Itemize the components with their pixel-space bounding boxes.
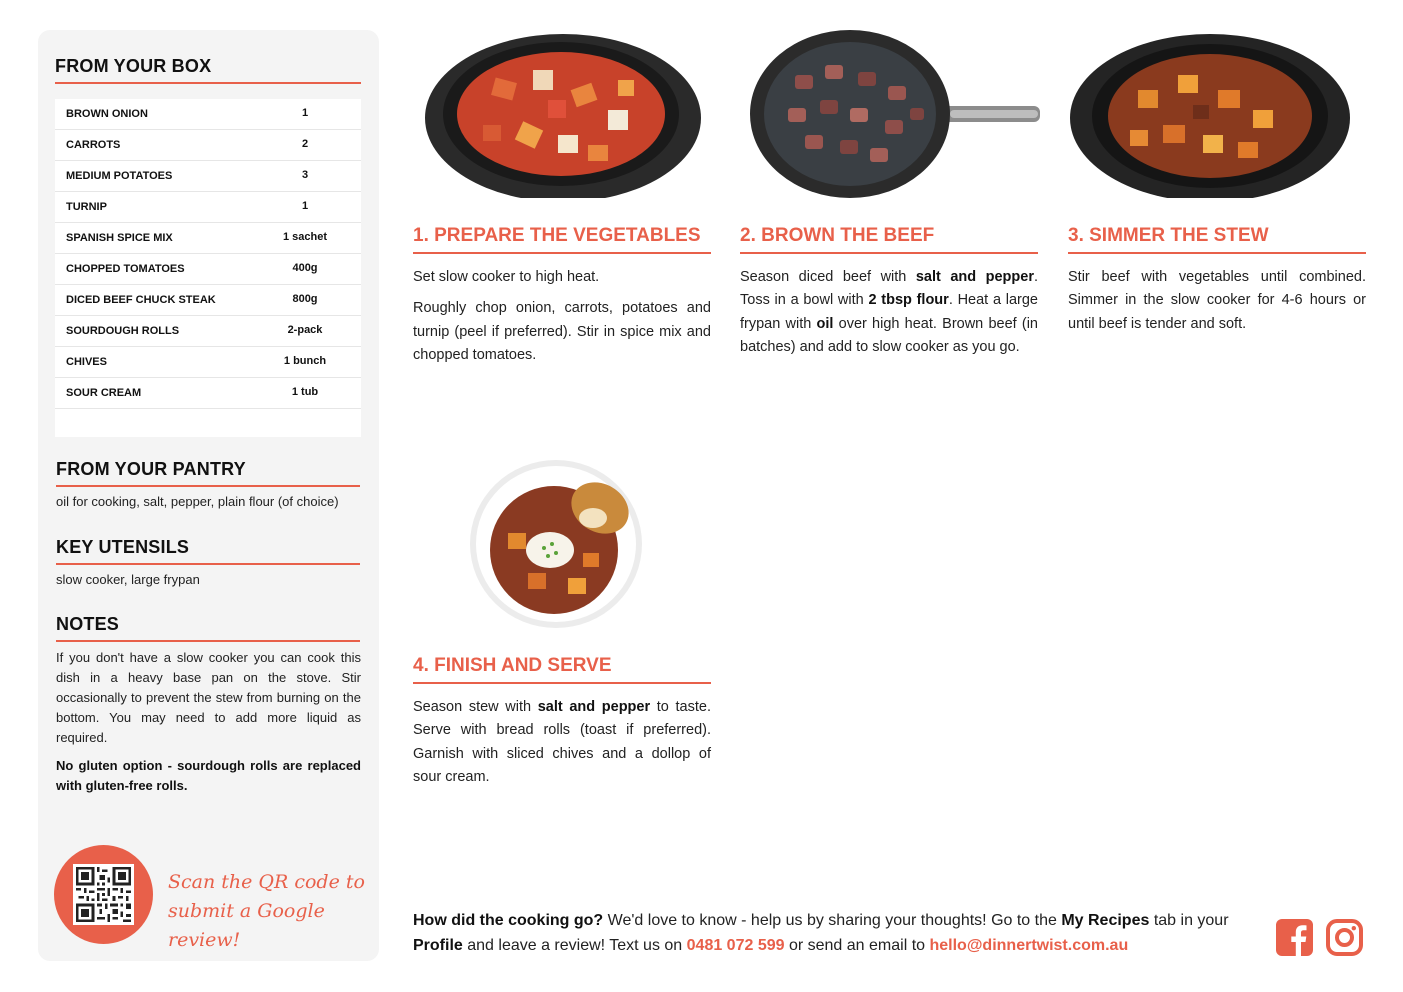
text-run: . Toss in a bowl with [740, 269, 1038, 309]
text-run: We'd love to know - help us by sharing your thoughts! Go to the [603, 912, 1062, 929]
section-divider [55, 82, 361, 84]
simmered-stew-photo [1068, 30, 1350, 198]
step-4 [413, 458, 711, 798]
step-instructions [413, 266, 711, 375]
ingredient-qty: 1 sachet [282, 231, 328, 243]
text-run: and leave a review! Text us on [462, 937, 687, 954]
ingredient-qty: 3 [301, 169, 309, 181]
bold-run: salt and pepper [537, 699, 651, 715]
section-divider [56, 640, 360, 642]
ingredient-row [55, 254, 361, 285]
feedback-message [413, 908, 1263, 958]
utensils-text: slow cooker, large frypan [56, 572, 200, 587]
step-paragraph: Stir beef with vegetables until combined. Simmer in the slow cooker for 4-6 hours or until beef is tender and soft. [1068, 269, 1366, 332]
ingredient-name: SOUR CREAM [66, 387, 142, 399]
ingredient-row [55, 130, 361, 161]
ingredient-row [55, 316, 361, 347]
ingredient-name: BROWN ONION [66, 108, 148, 120]
step-title: 3. SIMMER THE STEW [1068, 225, 1269, 246]
served-stew-photo [468, 458, 648, 630]
step-title: 2. BROWN THE BEEF [740, 225, 935, 246]
pantry-text: oil for cooking, salt, pepper, plain flour (of choice) [56, 494, 339, 509]
gluten-note: No gluten option - sourdough rolls are replaced with gluten-free rolls. [56, 758, 361, 793]
notes-text: If you don't have a slow cooker you can cook this dish in a heavy base pan on the stove. Stir occasionally to prevent the stew from burning on the bottom. You may need to add more liquid as required. [56, 650, 361, 745]
ingredient-name: SOURDOUGH ROLLS [66, 325, 180, 337]
ingredient-row [55, 99, 361, 130]
ingredient-name: CARROTS [66, 139, 121, 151]
step-paragraph [413, 696, 711, 789]
qr-code-icon[interactable] [73, 864, 134, 925]
from-your-pantry-title: FROM YOUR PANTRY [56, 459, 246, 479]
text-run: . Heat a large frypan with [740, 292, 1038, 332]
section-divider [56, 485, 360, 487]
text-run: over high heat. Brown beef (in batches) and add to slow cooker as you go. [740, 315, 1038, 355]
ingredient-row [55, 192, 361, 223]
from-your-box-title: FROM YOUR BOX [55, 56, 212, 76]
ingredient-qty: 1 bunch [283, 355, 327, 367]
ingredient-name: MEDIUM POTATOES [66, 170, 173, 182]
text-run: Season diced beef with [740, 269, 916, 285]
ingredient-qty: 800g [292, 293, 318, 305]
step-title: 1. PREPARE THE VEGETABLES [413, 225, 701, 246]
notes-title: NOTES [56, 614, 120, 634]
ingredient-row [55, 347, 361, 378]
step-2 [740, 30, 1038, 430]
section-divider [56, 563, 360, 565]
frypan-beef-photo [750, 30, 1040, 198]
text-run: Season stew with [413, 699, 538, 715]
bold-run: oil [816, 315, 834, 332]
email-link[interactable]: hello@dinnertwist.com.au [929, 937, 1129, 954]
profile-label: Profile [413, 937, 463, 954]
qr-badge [54, 845, 153, 944]
ingredient-name: DICED BEEF CHUCK STEAK [66, 294, 216, 306]
text-run: or send an email to [784, 937, 930, 954]
ingredient-name: CHOPPED TOMATOES [66, 263, 185, 275]
ingredient-name: TURNIP [66, 201, 107, 213]
ingredient-row [55, 223, 361, 254]
ingredient-qty: 1 tub [291, 386, 319, 398]
step-paragraph: Set slow cooker to high heat. [413, 269, 600, 285]
ingredient-name: CHIVES [66, 356, 107, 368]
qr-caption [168, 868, 368, 955]
text-run: to taste. Serve with bread rolls (toast if preferred). Garnish with sliced chives and a dollop of sour cream. [413, 699, 711, 785]
phone-number-link[interactable]: 0481 072 599 [686, 937, 785, 954]
slow-cooker-vegetables-photo [423, 30, 703, 198]
step-paragraph: Roughly chop onion, carrots, potatoes and turnip (peel if preferred). Stir in spice mix and chopped tomatoes. [413, 300, 711, 363]
ingredients-sidebar [38, 30, 379, 961]
ingredient-qty: 2 [301, 138, 309, 150]
ingredient-qty: 400g [292, 262, 318, 274]
qr-caption-line: submit a Google review! [168, 900, 325, 951]
ingredient-qty: 1 [301, 200, 309, 212]
step-1 [413, 30, 711, 430]
step-instructions [1068, 266, 1366, 344]
step-title: 4. FINISH AND SERVE [413, 655, 612, 676]
feedback-lead: How did the cooking go? [413, 912, 604, 929]
bold-run: 2 tbsp flour [868, 292, 949, 309]
ingredient-row [55, 378, 361, 409]
ingredient-name: SPANISH SPICE MIX [66, 232, 173, 244]
ingredient-row [55, 285, 361, 316]
my-recipes-label: My Recipes [1061, 912, 1150, 929]
step-divider [740, 252, 1038, 254]
step-paragraph [740, 266, 1038, 359]
step-divider [413, 252, 711, 254]
ingredient-qty: 1 [301, 107, 309, 119]
step-3 [1068, 30, 1366, 430]
qr-caption-line: Scan the QR code to [168, 871, 365, 893]
box-ingredients-table [55, 99, 361, 437]
facebook-icon[interactable] [1276, 919, 1313, 956]
step-instructions [740, 266, 1038, 367]
text-run: tab in your [1149, 912, 1229, 929]
step-divider [413, 682, 711, 684]
ingredient-qty: 2-pack [287, 324, 323, 336]
step-divider [1068, 252, 1366, 254]
key-utensils-title: KEY UTENSILS [56, 537, 190, 557]
instagram-icon[interactable] [1326, 919, 1363, 956]
step-instructions [413, 696, 711, 797]
ingredient-row [55, 161, 361, 192]
bold-run: salt and pepper [915, 269, 1034, 285]
